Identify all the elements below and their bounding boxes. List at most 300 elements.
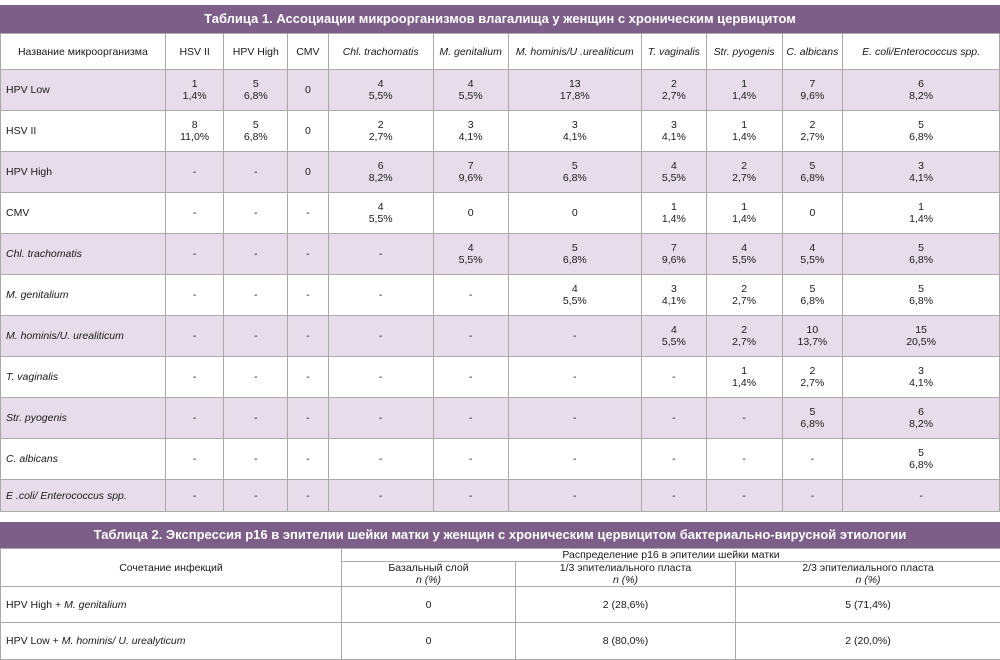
table2-title: Таблица 2. Экспрессия р16 в эпителии шейки матки у женщин с хроническим цервицитом бактериально-вирусной этиологии xyxy=(0,522,1000,548)
cell-percent: 1,4% xyxy=(732,377,756,389)
table-cell xyxy=(433,234,508,275)
cell-count: - xyxy=(379,248,383,260)
cell-count: - xyxy=(469,289,473,301)
table-cell xyxy=(224,275,288,316)
cell-count: - xyxy=(811,453,815,465)
cell-percent: 8,2% xyxy=(369,172,393,184)
table-cell xyxy=(642,398,707,439)
cell-count: 2 xyxy=(671,78,677,90)
table-row xyxy=(1,480,1000,512)
cell-count: 1 xyxy=(741,201,747,213)
table-cell xyxy=(706,357,782,398)
cell-count: 5 xyxy=(572,242,578,254)
cell-count: - xyxy=(379,330,383,342)
table-cell xyxy=(642,480,707,512)
table-cell xyxy=(328,439,433,480)
cell-percent: 5,5% xyxy=(459,90,483,102)
cell-count: 4 xyxy=(572,283,578,295)
cell-count: - xyxy=(379,371,383,383)
cell-count: - xyxy=(254,166,258,178)
cell-count: - xyxy=(573,453,577,465)
cell-percent: 1,4% xyxy=(662,213,686,225)
column-header: E. coli/Enterococcus spp. xyxy=(843,34,1000,70)
cell-count: 2 xyxy=(741,283,747,295)
cell-count: 1 xyxy=(192,78,198,90)
cell-count: - xyxy=(193,330,197,342)
table-cell: 0 xyxy=(342,587,516,623)
table-cell xyxy=(288,398,328,439)
cell-percent: 4,1% xyxy=(909,377,933,389)
table-cell xyxy=(433,439,508,480)
table-cell: 0 xyxy=(342,623,516,660)
cell-count: 5 xyxy=(918,242,924,254)
table-row xyxy=(1,316,1000,357)
table-cell xyxy=(508,152,641,193)
table-cell xyxy=(782,111,843,152)
cell-count: - xyxy=(469,371,473,383)
cell-percent: 6,8% xyxy=(909,254,933,266)
row-label: E .coli/ Enterococcus spp. xyxy=(1,480,166,512)
table-cell: 5 (71,4%) xyxy=(736,587,1000,623)
cell-percent: 9,6% xyxy=(662,254,686,266)
table-cell xyxy=(328,398,433,439)
table-cell xyxy=(224,398,288,439)
cell-count: - xyxy=(469,490,473,502)
table-row xyxy=(1,152,1000,193)
table-cell xyxy=(843,357,1000,398)
cell-count: 1 xyxy=(741,119,747,131)
cell-count: 0 xyxy=(468,207,474,219)
cell-percent: 6,8% xyxy=(563,254,587,266)
cell-count: - xyxy=(672,453,676,465)
cell-count: - xyxy=(469,330,473,342)
row-label: CMV xyxy=(1,193,166,234)
row-label: T. vaginalis xyxy=(1,357,166,398)
column-header: T. vaginalis xyxy=(642,34,707,70)
table-cell xyxy=(433,275,508,316)
table-cell xyxy=(165,357,224,398)
cell-count: 7 xyxy=(468,160,474,172)
table-cell xyxy=(508,398,641,439)
row-label: M. genitalium xyxy=(1,275,166,316)
cell-count: - xyxy=(672,371,676,383)
cell-percent: 6,8% xyxy=(244,131,268,143)
table-cell xyxy=(782,398,843,439)
cell-count: 4 xyxy=(468,242,474,254)
table-cell xyxy=(224,439,288,480)
cell-count: 0 xyxy=(305,125,311,137)
cell-percent: 8,2% xyxy=(909,90,933,102)
cell-percent: 2,7% xyxy=(800,131,824,143)
table-cell xyxy=(642,193,707,234)
cell-count: - xyxy=(742,412,746,424)
cell-count: 4 xyxy=(378,201,384,213)
table-cell xyxy=(288,357,328,398)
cell-count: 0 xyxy=(572,207,578,219)
table-cell xyxy=(165,439,224,480)
cell-count: - xyxy=(306,248,310,260)
cell-percent: 6,8% xyxy=(909,459,933,471)
cell-count: 1 xyxy=(918,201,924,213)
cell-count: - xyxy=(379,289,383,301)
cell-count: - xyxy=(193,289,197,301)
cell-percent: 5,5% xyxy=(369,90,393,102)
table-cell xyxy=(165,152,224,193)
table-cell xyxy=(433,70,508,111)
cell-percent: 5,5% xyxy=(800,254,824,266)
table2-subheader: 2/3 эпителиального пласта n (%) xyxy=(736,562,1000,587)
cell-percent: 6,8% xyxy=(244,90,268,102)
table-cell xyxy=(433,152,508,193)
table-cell xyxy=(508,316,641,357)
cell-count: 8 xyxy=(192,119,198,131)
table-cell xyxy=(642,70,707,111)
cell-percent: 5,5% xyxy=(662,336,686,348)
table-row xyxy=(1,111,1000,152)
table-cell xyxy=(288,234,328,275)
cell-percent: 2,7% xyxy=(369,131,393,143)
table-row xyxy=(1,193,1000,234)
column-header: HSV II xyxy=(165,34,224,70)
cell-count: - xyxy=(193,371,197,383)
cell-count: - xyxy=(469,412,473,424)
table-cell xyxy=(843,70,1000,111)
cell-percent: 2,7% xyxy=(732,336,756,348)
table-cell xyxy=(288,439,328,480)
row-label: HPV High xyxy=(1,152,166,193)
cell-percent: 1,4% xyxy=(183,90,207,102)
cell-percent: 4,1% xyxy=(662,131,686,143)
cell-count: - xyxy=(193,453,197,465)
cell-percent: 5,5% xyxy=(369,213,393,225)
cell-count: - xyxy=(254,453,258,465)
table-cell xyxy=(165,234,224,275)
table-cell xyxy=(433,357,508,398)
column-header: Str. pyogenis xyxy=(706,34,782,70)
cell-count: - xyxy=(379,490,383,502)
cell-count: 0 xyxy=(809,207,815,219)
table-row xyxy=(1,70,1000,111)
column-header: M. hominis/U .urealiticum xyxy=(508,34,641,70)
table-cell xyxy=(706,316,782,357)
cell-percent: 1,4% xyxy=(732,131,756,143)
cell-count: 2 xyxy=(378,119,384,131)
table-cell xyxy=(433,316,508,357)
cell-count: 7 xyxy=(671,242,677,254)
table-cell xyxy=(328,111,433,152)
table-cell xyxy=(433,480,508,512)
table-cell xyxy=(288,111,328,152)
table-cell xyxy=(642,275,707,316)
cell-count: 2 xyxy=(741,324,747,336)
table-cell xyxy=(328,70,433,111)
cell-percent: 9,6% xyxy=(800,90,824,102)
cell-percent: 13,7% xyxy=(797,336,827,348)
table-cell xyxy=(224,152,288,193)
p16-expression-table xyxy=(0,548,1000,660)
cell-count: 4 xyxy=(468,78,474,90)
table-cell xyxy=(328,234,433,275)
cell-percent: 1,4% xyxy=(909,213,933,225)
table-cell xyxy=(165,111,224,152)
row-label: Chl. trachomatis xyxy=(1,234,166,275)
cell-percent: 4,1% xyxy=(909,172,933,184)
table-cell xyxy=(706,439,782,480)
cell-count: - xyxy=(254,248,258,260)
table-row xyxy=(1,275,1000,316)
cell-count: - xyxy=(742,490,746,502)
table-cell xyxy=(782,70,843,111)
cell-count: 0 xyxy=(305,84,311,96)
cell-count: 3 xyxy=(918,365,924,377)
cell-percent: 5,5% xyxy=(732,254,756,266)
cell-percent: 1,4% xyxy=(732,213,756,225)
cell-percent: 9,6% xyxy=(459,172,483,184)
table-cell xyxy=(843,234,1000,275)
cell-count: 6 xyxy=(918,78,924,90)
cell-count: 5 xyxy=(918,447,924,459)
cell-percent: 20,5% xyxy=(906,336,936,348)
table-cell xyxy=(843,316,1000,357)
cell-count: - xyxy=(573,412,577,424)
cell-count: - xyxy=(306,453,310,465)
table-cell xyxy=(642,439,707,480)
cell-percent: 8,2% xyxy=(909,418,933,430)
table-cell xyxy=(782,234,843,275)
column-header: HPV High xyxy=(224,34,288,70)
table-row xyxy=(1,587,1000,623)
cell-count: 3 xyxy=(671,119,677,131)
cell-percent: 4,1% xyxy=(662,295,686,307)
table-cell xyxy=(288,152,328,193)
cell-count: 4 xyxy=(809,242,815,254)
cell-count: - xyxy=(811,490,815,502)
cell-count: 4 xyxy=(671,324,677,336)
table-cell: 2 (28,6%) xyxy=(516,587,736,623)
cell-count: - xyxy=(573,330,577,342)
cell-percent: 6,8% xyxy=(800,172,824,184)
cell-percent: 2,7% xyxy=(662,90,686,102)
table-cell xyxy=(165,316,224,357)
table-cell xyxy=(782,480,843,512)
microorganism-association-table xyxy=(0,33,1000,512)
cell-count: 5 xyxy=(918,119,924,131)
table-cell xyxy=(508,480,641,512)
table-cell xyxy=(706,193,782,234)
cell-count: 15 xyxy=(915,324,927,336)
row-label: C. albicans xyxy=(1,439,166,480)
cell-count: - xyxy=(193,412,197,424)
row-label: HPV High + M. genitalium xyxy=(1,587,342,623)
cell-percent: 5,5% xyxy=(459,254,483,266)
table-row xyxy=(1,357,1000,398)
cell-count: - xyxy=(742,453,746,465)
table-row xyxy=(1,234,1000,275)
table-cell xyxy=(224,234,288,275)
cell-count: - xyxy=(306,330,310,342)
cell-count: 13 xyxy=(569,78,581,90)
table-cell xyxy=(165,480,224,512)
cell-count: 3 xyxy=(468,119,474,131)
cell-count: 5 xyxy=(809,406,815,418)
table-cell xyxy=(328,480,433,512)
table-cell xyxy=(782,357,843,398)
table-row xyxy=(1,439,1000,480)
table-cell xyxy=(508,275,641,316)
cell-count: - xyxy=(672,412,676,424)
cell-count: - xyxy=(379,453,383,465)
table2-group-label: Распределение р16 в эпителии шейки матки xyxy=(342,549,1000,562)
table-cell xyxy=(782,439,843,480)
table-cell xyxy=(224,316,288,357)
table-cell xyxy=(843,111,1000,152)
table-cell xyxy=(508,357,641,398)
table-cell xyxy=(706,111,782,152)
table-cell xyxy=(288,275,328,316)
table-cell xyxy=(224,70,288,111)
column-header: C. albicans xyxy=(782,34,843,70)
cell-count: - xyxy=(306,490,310,502)
table-cell xyxy=(508,111,641,152)
table-cell xyxy=(508,439,641,480)
table-cell xyxy=(433,193,508,234)
cell-count: - xyxy=(573,371,577,383)
table-cell xyxy=(843,439,1000,480)
cell-percent: 6,8% xyxy=(909,131,933,143)
cell-count: - xyxy=(254,330,258,342)
cell-count: 0 xyxy=(305,166,311,178)
cell-count: 4 xyxy=(671,160,677,172)
table2-column-label: Сочетание инфекций xyxy=(1,549,342,587)
cell-count: 2 xyxy=(809,365,815,377)
table-row xyxy=(1,623,1000,660)
table-cell xyxy=(782,152,843,193)
table2-subheader: 1/3 эпителиального пласта n (%) xyxy=(516,562,736,587)
cell-count: - xyxy=(254,289,258,301)
cell-percent: 6,8% xyxy=(800,418,824,430)
cell-percent: 11,0% xyxy=(180,131,209,143)
cell-count: 5 xyxy=(253,78,259,90)
table-cell xyxy=(508,193,641,234)
cell-percent: 4,1% xyxy=(459,131,483,143)
cell-count: - xyxy=(254,412,258,424)
table-cell xyxy=(843,152,1000,193)
table-cell xyxy=(706,152,782,193)
table-cell xyxy=(328,275,433,316)
cell-count: - xyxy=(469,453,473,465)
table-cell xyxy=(508,234,641,275)
cell-count: - xyxy=(573,490,577,502)
table-cell xyxy=(508,70,641,111)
row-label: Str. pyogenis xyxy=(1,398,166,439)
table-cell xyxy=(706,275,782,316)
cell-count: 2 xyxy=(741,160,747,172)
cell-percent: 4,1% xyxy=(563,131,587,143)
table-cell xyxy=(642,316,707,357)
cell-count: 10 xyxy=(807,324,819,336)
column-header: Название микроорганизма xyxy=(1,34,166,70)
table-cell xyxy=(165,275,224,316)
table-cell xyxy=(328,357,433,398)
table-cell xyxy=(706,234,782,275)
table-cell xyxy=(843,398,1000,439)
cell-percent: 5,5% xyxy=(563,295,587,307)
table-cell xyxy=(782,275,843,316)
cell-count: - xyxy=(193,248,197,260)
table-cell xyxy=(328,152,433,193)
table-cell xyxy=(642,152,707,193)
cell-percent: 6,8% xyxy=(909,295,933,307)
cell-count: 4 xyxy=(378,78,384,90)
table-cell xyxy=(224,193,288,234)
cell-percent: 1,4% xyxy=(732,90,756,102)
cell-count: 2 xyxy=(809,119,815,131)
cell-count: 6 xyxy=(378,160,384,172)
table-cell xyxy=(433,111,508,152)
table-cell xyxy=(165,398,224,439)
cell-count: - xyxy=(306,371,310,383)
cell-percent: 17,8% xyxy=(560,90,590,102)
table-cell xyxy=(328,193,433,234)
cell-count: - xyxy=(193,207,197,219)
row-label: M. hominis/U. urealiticum xyxy=(1,316,166,357)
table-cell xyxy=(224,480,288,512)
table-cell xyxy=(224,357,288,398)
table-cell: 2 (20,0%) xyxy=(736,623,1000,660)
table1-title: Таблица 1. Ассоциации микроорганизмов влагалища у женщин с хроническим цервицитом xyxy=(0,5,1000,33)
cell-count: - xyxy=(919,490,923,502)
table-cell xyxy=(642,357,707,398)
table-cell xyxy=(706,398,782,439)
cell-percent: 2,7% xyxy=(800,377,824,389)
table-cell xyxy=(288,480,328,512)
table-cell xyxy=(328,316,433,357)
table-cell xyxy=(843,275,1000,316)
column-header: CMV xyxy=(288,34,328,70)
cell-count: - xyxy=(254,207,258,219)
cell-count: 4 xyxy=(741,242,747,254)
column-header: M. genitalium xyxy=(433,34,508,70)
cell-count: 5 xyxy=(809,283,815,295)
cell-count: 5 xyxy=(253,119,259,131)
cell-percent: 6,8% xyxy=(563,172,587,184)
cell-count: 3 xyxy=(671,283,677,295)
cell-count: - xyxy=(193,490,197,502)
cell-count: 1 xyxy=(741,365,747,377)
table-cell xyxy=(843,480,1000,512)
cell-count: - xyxy=(193,166,197,178)
table-cell xyxy=(288,316,328,357)
cell-count: - xyxy=(306,289,310,301)
table2-subheader: Базальный слой n (%) xyxy=(342,562,516,587)
row-label: HPV Low + M. hominis/ U. urealyticum xyxy=(1,623,342,660)
table-cell xyxy=(706,70,782,111)
table-cell xyxy=(706,480,782,512)
table-cell xyxy=(288,70,328,111)
cell-count: - xyxy=(672,490,676,502)
row-label: HSV II xyxy=(1,111,166,152)
cell-count: - xyxy=(306,207,310,219)
table-cell xyxy=(288,193,328,234)
table-cell xyxy=(165,193,224,234)
cell-count: - xyxy=(379,412,383,424)
table-cell xyxy=(782,316,843,357)
table-cell xyxy=(433,398,508,439)
cell-count: 1 xyxy=(741,78,747,90)
table-cell xyxy=(843,193,1000,234)
table-cell xyxy=(642,111,707,152)
cell-count: 5 xyxy=(809,160,815,172)
